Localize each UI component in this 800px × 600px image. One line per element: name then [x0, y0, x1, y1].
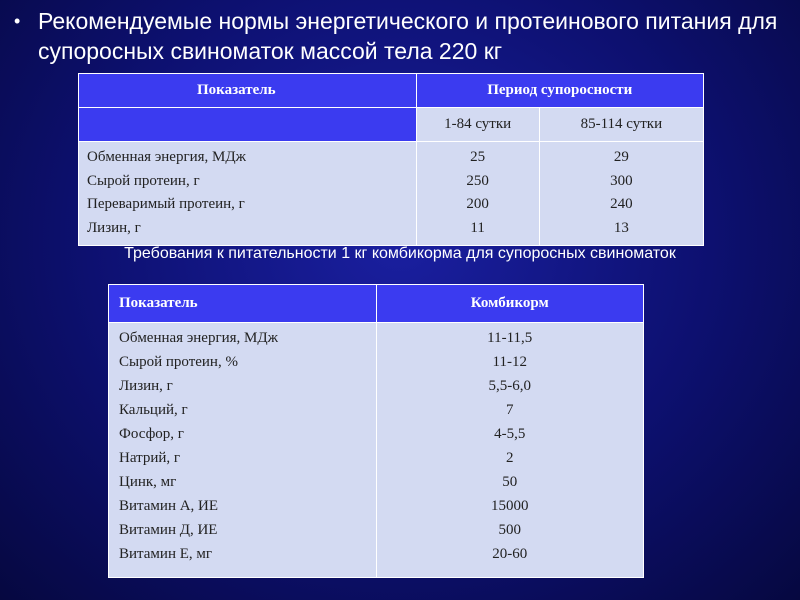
feed-requirements-table [108, 284, 644, 578]
cell-value: 29 [613, 149, 629, 165]
cell-value: 13 [613, 219, 629, 236]
period-1-values [416, 142, 539, 246]
section-subtitle: Требования к питательности 1 кг комбикорма для супоросных свиноматок [124, 245, 676, 262]
row-label: Витамин А, ИЕ [119, 498, 219, 514]
row-label: Цинк, мг [119, 474, 177, 490]
cell-value: 4-5,5 [494, 426, 526, 442]
row-label: Обменная энергия, МДж [119, 330, 278, 346]
slide-title [14, 6, 784, 66]
cell-value: 11 [470, 219, 485, 236]
cell-value: 200 [466, 196, 489, 212]
header-feed: Комбикорм [376, 285, 644, 323]
cell-value: 240 [610, 196, 633, 212]
period-2-values [539, 142, 703, 246]
cell-value: 50 [502, 474, 518, 490]
row-label: Лизин, г [87, 219, 141, 236]
cell-value: 7 [506, 402, 514, 418]
row-label: Витамин Е, мг [119, 546, 213, 562]
row-label: Лизин, г [119, 378, 173, 394]
row-label: Кальций, г [119, 402, 188, 418]
header-indicator: Показатель [79, 74, 417, 108]
feed-values [376, 323, 644, 578]
cell-value: 2 [506, 450, 514, 466]
row-label: Витамин Д, ИЕ [119, 522, 218, 538]
cell-value: 25 [470, 149, 486, 165]
cell-value: 300 [610, 172, 633, 189]
indicator-labels [79, 142, 417, 246]
slide-title-text: Рекомендуемые нормы энергетического и протеинового питания для супоросных свиноматок массой тела 220 кг [38, 8, 778, 64]
indicator-labels [109, 323, 377, 578]
energy-protein-norms-table [78, 73, 704, 246]
cell-value: 20-60 [492, 546, 528, 562]
row-label: Фосфор, г [119, 426, 184, 442]
row-label: Переваримый протеин, г [87, 196, 245, 212]
subheader-period-2: 85-114 сутки [539, 108, 703, 142]
cell-value: 500 [498, 522, 521, 538]
cell-value: 250 [466, 172, 489, 189]
subheader-period-1: 1-84 сутки [416, 108, 539, 142]
bullet-icon: • [14, 11, 21, 31]
row-label: Сырой протеин, г [87, 172, 200, 189]
header-period: Период супоросности [416, 74, 703, 108]
header-indicator: Показатель [109, 285, 377, 323]
cell-value: 11-11,5 [487, 330, 533, 346]
cell-value: 5,5-6,0 [488, 378, 531, 394]
row-label: Обменная энергия, МДж [87, 149, 246, 165]
cell-value: 11-12 [492, 354, 527, 370]
header-indicator-spacer [79, 108, 417, 142]
cell-value: 15000 [491, 498, 529, 514]
row-label: Сырой протеин, % [119, 354, 238, 370]
row-label: Натрий, г [119, 450, 181, 466]
